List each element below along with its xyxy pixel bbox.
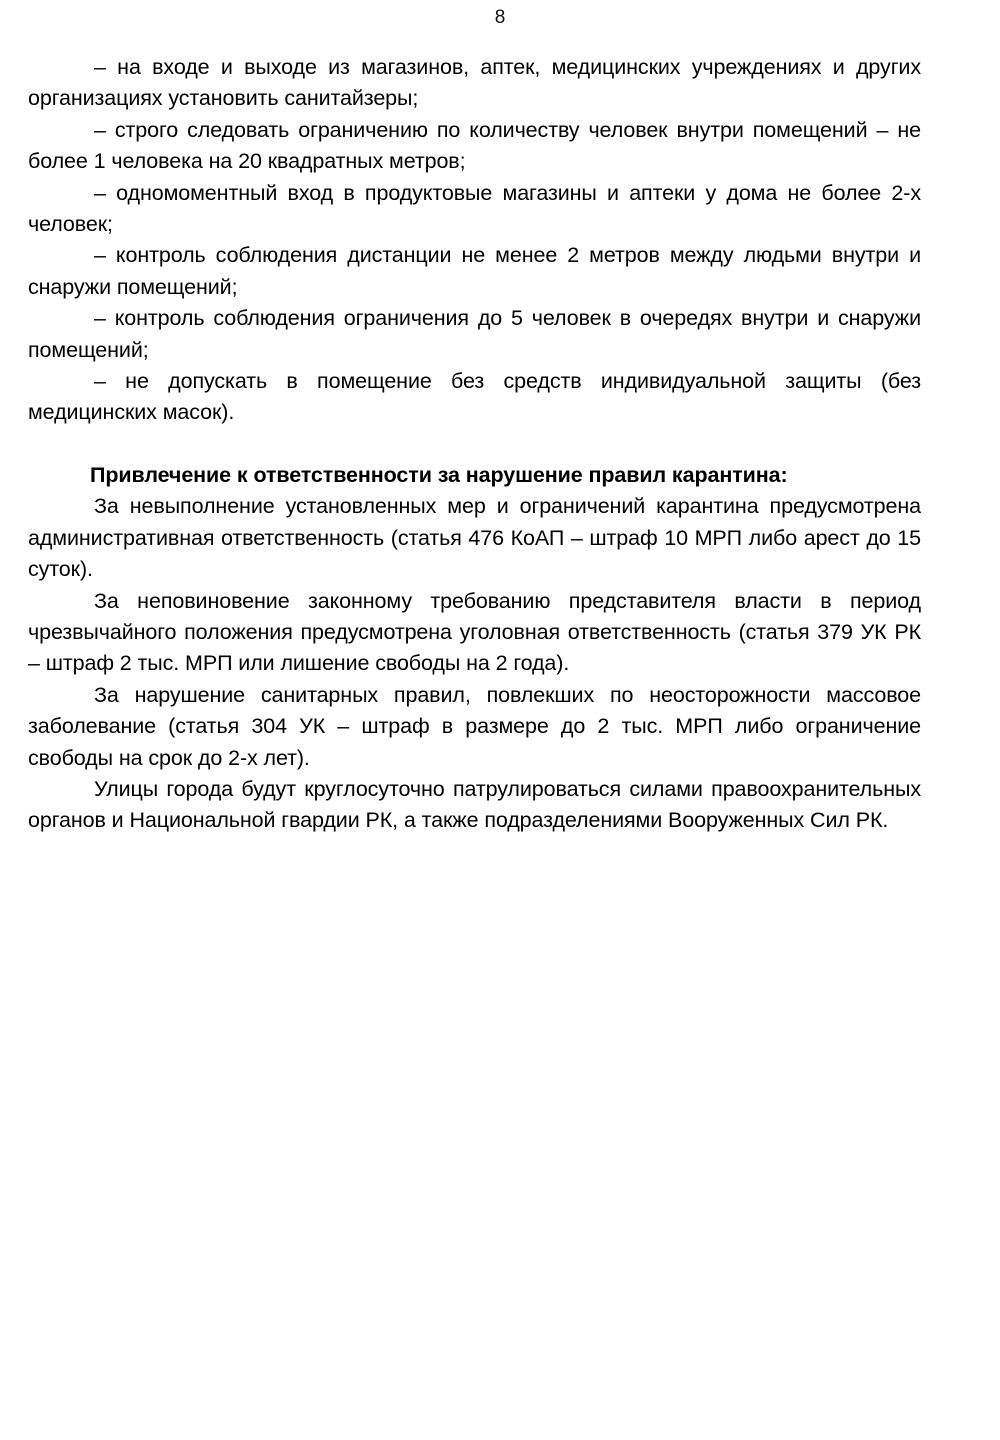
body-paragraph-2: За неповиновение законному требованию представителя власти в период чрезвычайного положения предусмотрена уголовная ответственность (статья 379 УК РК – штраф 2 тыс. МРП или лишение свободы на 2 года). xyxy=(28,588,921,676)
section-heading-liability: Привлечение к ответственности за нарушение правил карантина: xyxy=(90,462,788,487)
bullet-paragraph-6: – не допускать в помещение без средств индивидуальной защиты (без медицинских масок). xyxy=(28,369,921,425)
bullet-paragraph-1: – на входе и выходе из магазинов, аптек, медицинских учреждениях и других организациях установить санитайзеры; xyxy=(28,55,921,111)
body-paragraph-1: За невыполнение установленных мер и ограничений карантина предусмотрена административная ответственность (статья 476 КоАП – штраф 10 МРП либо арест до 15 суток). xyxy=(28,494,921,582)
body-paragraph-4: Улицы города будут круглосуточно патрулироваться силами правоохранительных органов и Национальной гвардии РК, а также подразделениями Вооруженных Сил РК. xyxy=(28,776,921,833)
document-body xyxy=(28,52,921,837)
bullet-paragraph-2: – строго следовать ограничению по количеству человек внутри помещений – не более 1 человека на 20 квадратных метров; xyxy=(28,117,921,174)
paragraph-spacer xyxy=(28,429,921,460)
body-paragraph-3: За нарушение санитарных правил, повлекших по неосторожности массовое заболевание (статья 304 УК – штраф в размере до 2 тыс. МРП либо ограничение свободы на срок до 2-х лет). xyxy=(28,682,921,770)
bullet-paragraph-5: – контроль соблюдения ограничения до 5 человек в очередях внутри и снаружи помещений; xyxy=(28,306,921,362)
bullet-paragraph-4: – контроль соблюдения дистанции не менее 2 метров между людьми внутри и снаружи помещений; xyxy=(28,243,921,299)
page-number: 8 xyxy=(494,7,506,28)
bullet-paragraph-3: – одномоментный вход в продуктовые магазины и аптеки у дома не более 2-х человек; xyxy=(28,180,921,237)
